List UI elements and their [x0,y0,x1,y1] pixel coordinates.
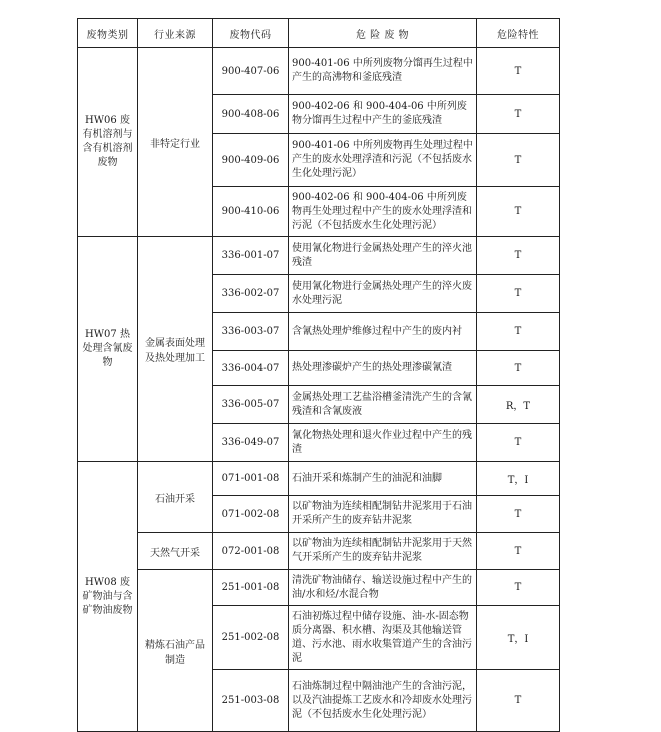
code-cell: 336-001-07 [213,237,289,275]
table-row [78,48,560,95]
code-cell: 072-001-08 [213,533,289,570]
code-cell: 071-001-08 [213,462,289,496]
code-cell: 336-004-07 [213,351,289,386]
description-cell: 以矿物油为连续相配制钻井泥浆用于石油开采所产生的废弃钻井泥浆 [289,496,477,533]
header-hazardous-waste: 危 险 废 物 [289,19,477,48]
code-cell: 900-409-06 [213,134,289,187]
description-cell: 氰化物热处理和退火作业过程中产生的残渣 [289,424,477,462]
property-cell: T [477,496,560,533]
code-cell: 071-002-08 [213,496,289,533]
description-cell: 使用氰化物进行金属热处理产生的淬火池残渣 [289,237,477,275]
category-cell: HW06 废有机溶剂与含有机溶剂废物 [78,48,138,237]
description-cell: 石油炼制过程中隔油池产生的含油污泥，以及汽油提炼工艺废水和冷却废水处理污泥（不包括废水生化处理污泥） [289,670,477,732]
source-cell: 金属表面处理及热处理加工 [138,237,213,462]
property-cell: T [477,275,560,313]
description-cell: 使用氰化物进行金属热处理产生的淬火废水处理污泥 [289,275,477,313]
header-waste-code: 废物代码 [213,19,289,48]
hazardous-waste-table [77,18,560,732]
property-cell: R，T [477,386,560,424]
source-cell: 非特定行业 [138,48,213,237]
code-cell: 251-001-08 [213,570,289,606]
property-cell: T [477,237,560,275]
table-row [78,237,560,275]
property-cell: T [477,351,560,386]
property-cell: T [477,313,560,351]
code-cell: 336-049-07 [213,424,289,462]
description-cell: 900-402-06 和 900-404-06 中所列废物再生处理过程中产生的废水处理浮渣和污泥（不包括废水生化处理污泥） [289,187,477,237]
description-cell: 900-401-06 中所列废物再生处理过程中产生的废水处理浮渣和污泥（不包括废水生化处理污泥） [289,134,477,187]
header-industry-source: 行业来源 [138,19,213,48]
code-cell: 336-005-07 [213,386,289,424]
description-cell: 石油初炼过程中储存设施、油-水-固态物质分离器、积水槽、沟渠及其他输送管道、污水池、雨水收集管道产生的含油污泥 [289,606,477,670]
property-cell: T [477,48,560,95]
property-cell: T [477,187,560,237]
description-cell: 900-402-06 和 900-404-06 中所列废物分馏再生过程中产生的釜底残渣 [289,95,477,134]
property-cell: T [477,424,560,462]
table-row [78,533,560,570]
property-cell: T，I [477,462,560,496]
property-cell: T [477,134,560,187]
waste-table-page [77,18,560,732]
description-cell: 900-401-06 中所列废物分馏再生过程中产生的高沸物和釜底残渣 [289,48,477,95]
property-cell: T，I [477,606,560,670]
code-cell: 900-408-06 [213,95,289,134]
header-row [78,19,560,48]
description-cell: 含氰热处理炉维修过程中产生的废内衬 [289,313,477,351]
code-cell: 900-410-06 [213,187,289,237]
description-cell: 金属热处理工艺盐浴槽釜清洗产生的含氰残渣和含氰废液 [289,386,477,424]
property-cell: T [477,533,560,570]
table-row [78,462,560,496]
header-waste-category: 废物类别 [78,19,138,48]
property-cell: T [477,670,560,732]
description-cell: 热处理渗碳炉产生的热处理渗碳氰渣 [289,351,477,386]
description-cell: 清洗矿物油储存、输送设施过程中产生的油/水和烃/水混合物 [289,570,477,606]
code-cell: 251-002-08 [213,606,289,670]
code-cell: 900-407-06 [213,48,289,95]
code-cell: 336-003-07 [213,313,289,351]
source-cell: 石油开采 [138,462,213,533]
description-cell: 石油开采和炼制产生的油泥和油脚 [289,462,477,496]
header-hazard-property: 危险特性 [477,19,560,48]
category-cell: HW08 废矿物油与含矿物油废物 [78,462,138,732]
source-cell: 精炼石油产品制造 [138,570,213,732]
description-cell: 以矿物油为连续相配制钻井泥浆用于天然气开采所产生的废弃钻井泥浆 [289,533,477,570]
category-cell: HW07 热处理含氰废物 [78,237,138,462]
source-cell: 天然气开采 [138,533,213,570]
property-cell: T [477,95,560,134]
code-cell: 251-003-08 [213,670,289,732]
code-cell: 336-002-07 [213,275,289,313]
table-row [78,570,560,606]
property-cell: T [477,570,560,606]
